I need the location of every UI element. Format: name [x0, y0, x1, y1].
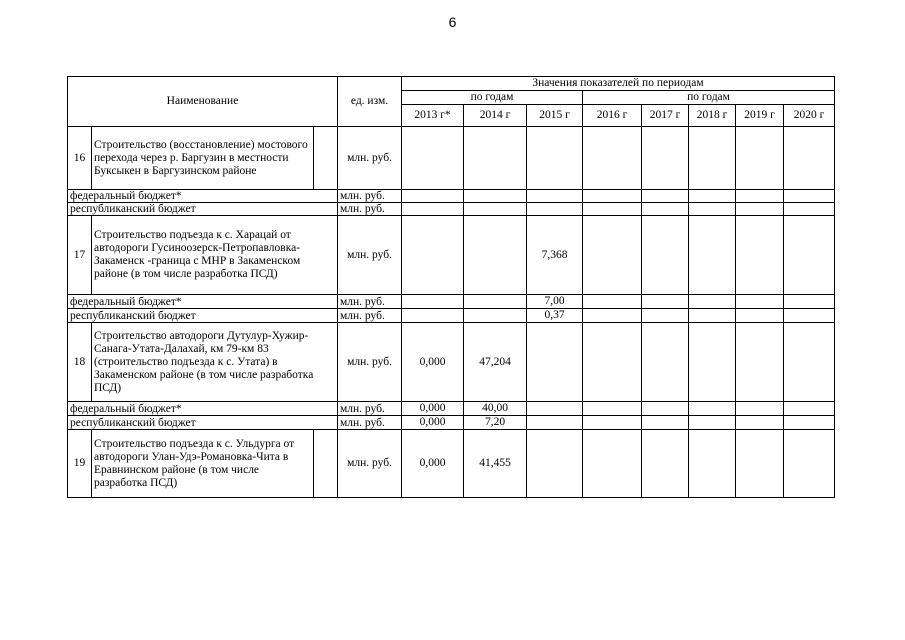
header-year: 2020 г — [784, 105, 835, 127]
value-cell — [736, 416, 784, 430]
value-cell — [402, 309, 464, 323]
header-values-title: Значения показателей по периодам — [402, 77, 835, 91]
value-cell — [736, 430, 784, 498]
table-row — [68, 216, 835, 295]
value-cell — [784, 416, 835, 430]
value-cell — [402, 127, 464, 190]
value-cell — [736, 216, 784, 295]
value-cell — [402, 203, 464, 216]
value-cell — [736, 402, 784, 416]
row-number: 16 — [68, 127, 92, 190]
value-cell — [784, 127, 835, 190]
value-cell — [784, 309, 835, 323]
header-unit: ед. изм. — [338, 77, 402, 127]
value-cell — [402, 295, 464, 309]
value-cell — [784, 295, 835, 309]
value-cell — [402, 190, 464, 203]
value-cell — [642, 216, 689, 295]
value-cell: 40,00 — [464, 402, 527, 416]
table-subrow-federal — [68, 402, 835, 416]
header-year: 2016 г — [583, 105, 642, 127]
value-cell — [784, 323, 835, 402]
value-cell — [689, 430, 736, 498]
header-year: 2019 г — [736, 105, 784, 127]
value-cell — [583, 323, 642, 402]
value-cell: 7,368 — [527, 216, 583, 295]
row-unit: млн. руб. — [338, 309, 402, 323]
row-name: Строительство подъезда к с. Харацай от автодороги Гусиноозерск-Петропавловка-Закаменск -граница с МНР в Закаменском районе (в том числе разработка ПСД) — [92, 216, 338, 295]
value-cell: 0,000 — [402, 416, 464, 430]
row-name: Строительство (восстановление) мостового перехода через р. Баргузин в местности Буксыкен в Баргузинском районе — [92, 127, 314, 190]
value-cell — [689, 127, 736, 190]
value-cell — [583, 402, 642, 416]
value-cell — [527, 402, 583, 416]
value-cell — [583, 203, 642, 216]
value-cell — [583, 430, 642, 498]
table-subrow-republic — [68, 416, 835, 430]
value-cell — [642, 203, 689, 216]
value-cell — [527, 430, 583, 498]
value-cell — [736, 323, 784, 402]
value-cell: 47,204 — [464, 323, 527, 402]
value-cell — [736, 309, 784, 323]
value-cell — [784, 190, 835, 203]
value-cell — [527, 416, 583, 430]
value-cell — [642, 416, 689, 430]
row-number: 18 — [68, 323, 92, 402]
value-cell — [527, 203, 583, 216]
value-cell — [464, 203, 527, 216]
value-cell — [583, 309, 642, 323]
value-cell — [689, 323, 736, 402]
value-cell — [784, 402, 835, 416]
row-unit: млн. руб. — [338, 416, 402, 430]
row-unit: млн. руб. — [338, 402, 402, 416]
indicators-table — [67, 76, 835, 498]
row-unit: млн. руб. — [338, 430, 402, 498]
value-cell — [689, 216, 736, 295]
value-cell — [784, 203, 835, 216]
value-cell: 7,00 — [527, 295, 583, 309]
value-cell — [464, 309, 527, 323]
value-cell — [642, 190, 689, 203]
value-cell: 0,37 — [527, 309, 583, 323]
value-cell — [583, 295, 642, 309]
value-cell — [736, 190, 784, 203]
header-year: 2014 г — [464, 105, 527, 127]
header-year: 2017 г — [642, 105, 689, 127]
value-cell — [736, 127, 784, 190]
federal-budget-label: федеральный бюджет* — [68, 295, 338, 309]
value-cell — [464, 127, 527, 190]
value-cell — [642, 295, 689, 309]
value-cell — [689, 416, 736, 430]
header-by-years-right: по годам — [583, 91, 835, 105]
header-name: Наименование — [68, 77, 338, 127]
row-unit: млн. руб. — [338, 190, 402, 203]
value-cell — [642, 430, 689, 498]
value-cell: 0,000 — [402, 430, 464, 498]
value-cell: 41,455 — [464, 430, 527, 498]
value-cell — [689, 402, 736, 416]
republic-budget-label: республиканский бюджет — [68, 416, 338, 430]
value-cell — [464, 190, 527, 203]
page-number: 6 — [448, 14, 457, 30]
row-unit: млн. руб. — [338, 216, 402, 295]
value-cell: 7,20 — [464, 416, 527, 430]
header-year: 2015 г — [527, 105, 583, 127]
value-cell — [527, 323, 583, 402]
row-name: Строительство автодороги Дутулур-Хужир-Санага-Утата-Далахай, км 79-км 83 (строительство подъезда к с. Утата) в Закаменском районе (в том числе разработка ПСД) — [92, 323, 338, 402]
table-subrow-republic — [68, 309, 835, 323]
row-unit: млн. руб. — [338, 323, 402, 402]
value-cell — [464, 216, 527, 295]
row-name: Строительство подъезда к с. Ульдурга от автодороги Улан-Удэ-Романовка-Чита в Еравнинском районе (в том числе разработка ПСД) — [92, 430, 314, 498]
value-cell: 0,000 — [402, 402, 464, 416]
row-number: 17 — [68, 216, 92, 295]
header-year: 2018 г — [689, 105, 736, 127]
header-year: 2013 г* — [402, 105, 464, 127]
value-cell — [736, 295, 784, 309]
value-cell — [689, 190, 736, 203]
federal-budget-label: федеральный бюджет* — [68, 402, 338, 416]
table-subrow-federal — [68, 295, 835, 309]
value-cell — [689, 295, 736, 309]
value-cell — [583, 216, 642, 295]
header-by-years-left: по годам — [402, 91, 583, 105]
republic-budget-label: республиканский бюджет — [68, 309, 338, 323]
value-cell: 0,000 — [402, 323, 464, 402]
value-cell — [583, 416, 642, 430]
value-cell — [689, 309, 736, 323]
value-cell — [464, 295, 527, 309]
federal-budget-label: федеральный бюджет* — [68, 190, 338, 203]
row-number: 19 — [68, 430, 92, 498]
value-cell — [583, 190, 642, 203]
table-row — [68, 127, 835, 190]
table-subrow-republic — [68, 203, 835, 216]
value-cell — [642, 402, 689, 416]
value-cell — [402, 216, 464, 295]
value-cell — [642, 323, 689, 402]
value-cell — [689, 203, 736, 216]
row-unit: млн. руб. — [338, 295, 402, 309]
value-cell — [784, 216, 835, 295]
table-row — [68, 323, 835, 402]
value-cell — [583, 127, 642, 190]
value-cell — [736, 203, 784, 216]
table-subrow-federal — [68, 190, 835, 203]
table-row — [68, 430, 835, 498]
row-unit: млн. руб. — [338, 203, 402, 216]
value-cell — [642, 309, 689, 323]
value-cell — [527, 127, 583, 190]
republic-budget-label: республиканский бюджет — [68, 203, 338, 216]
value-cell — [527, 190, 583, 203]
row-unit: млн. руб. — [338, 127, 402, 190]
value-cell — [784, 430, 835, 498]
value-cell — [642, 127, 689, 190]
